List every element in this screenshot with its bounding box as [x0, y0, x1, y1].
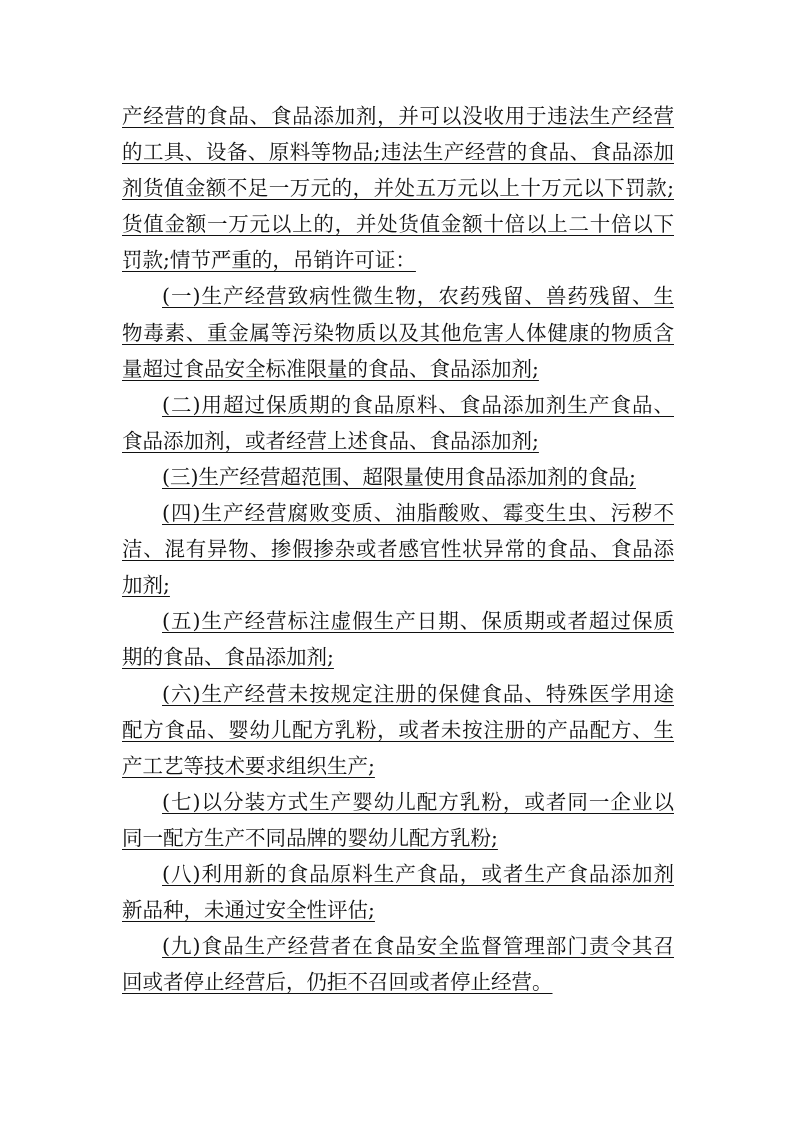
line-text: (四)生产经营腐败变质、油脂酸败、霉变生虫、污秽不 [162, 501, 674, 526]
line-text: 的工具、设备、原料等物品;违法生产经营的食品、食品添加 [122, 140, 674, 165]
line-text: (一)生产经营致病性微生物，农药残留、兽药残留、生 [162, 284, 674, 309]
line-text: 物毒素、重金属等污染物质以及其他危害人体健康的物质含 [122, 320, 674, 345]
line-text: (三)生产经营超范围、超限量使用食品添加剂的食品; [162, 464, 636, 489]
line-text: 量超过食品安全标准限量的食品、食品添加剂; [122, 356, 539, 381]
line-text: 罚款;情节严重的，吊销许可证： [122, 248, 416, 273]
line-text: 货值金额一万元以上的，并处货值金额十倍以上二十倍以下 [122, 212, 674, 237]
text-line [122, 423, 682, 459]
item-5-line [122, 603, 674, 639]
line-text: 产工艺等技术要求组织生产; [122, 753, 375, 778]
line-text: (八)利用新的食品原料生产食品，或者生产食品添加剂 [162, 861, 674, 886]
item-9-line [122, 928, 674, 964]
legal-text-body [122, 98, 682, 1000]
text-line [122, 170, 674, 206]
line-text: (五)生产经营标注虚假生产日期、保质期或者超过保质 [162, 609, 674, 634]
text-line [122, 892, 682, 928]
text-line [122, 531, 674, 567]
line-text: (九)食品生产经营者在食品安全监督管理部门责令其召 [162, 934, 674, 959]
text-line [122, 315, 674, 351]
text-line [122, 206, 674, 242]
text-line [122, 964, 682, 1000]
text-line [122, 639, 682, 675]
line-text: 新品种，未通过安全性评估; [122, 898, 375, 923]
text-line [122, 351, 682, 387]
item-1-line [122, 278, 674, 314]
item-4-line [122, 495, 674, 531]
line-text: 配方食品、婴幼儿配方乳粉，或者未按注册的产品配方、生 [122, 717, 674, 742]
line-text: (二)用超过保质期的食品原料、食品添加剂生产食品、 [162, 392, 674, 417]
item-6-line [122, 676, 674, 712]
item-8-line [122, 856, 674, 892]
line-text: 产经营的食品、食品添加剂，并可以没收用于违法生产经营 [122, 104, 674, 128]
line-text: 期的食品、食品添加剂; [122, 645, 334, 670]
item-7-line [122, 784, 674, 820]
text-line [122, 712, 674, 748]
text-line [122, 567, 682, 603]
text-line [122, 98, 674, 134]
line-text: 回或者停止经营后，仍拒不召回或者停止经营。 [122, 970, 553, 995]
line-text: (七)以分装方式生产婴幼儿配方乳粉，或者同一企业以 [162, 789, 674, 814]
text-line [122, 134, 674, 170]
line-text: 加剂; [122, 573, 170, 598]
item-2-line [122, 387, 674, 423]
line-text: 食品添加剂，或者经营上述食品、食品添加剂; [122, 428, 539, 453]
line-text: (六)生产经营未按规定注册的保健食品、特殊医学用途 [162, 681, 674, 706]
text-line [122, 748, 682, 784]
line-text: 剂货值金额不足一万元的，并处五万元以上十万元以下罚款; [122, 176, 674, 201]
text-line [122, 820, 682, 856]
item-3-line [122, 459, 682, 495]
text-line [122, 242, 682, 278]
line-text: 洁、混有异物、掺假掺杂或者感官性状异常的食品、食品添 [122, 537, 674, 562]
line-text: 同一配方生产不同品牌的婴幼儿配方乳粉; [122, 825, 498, 850]
